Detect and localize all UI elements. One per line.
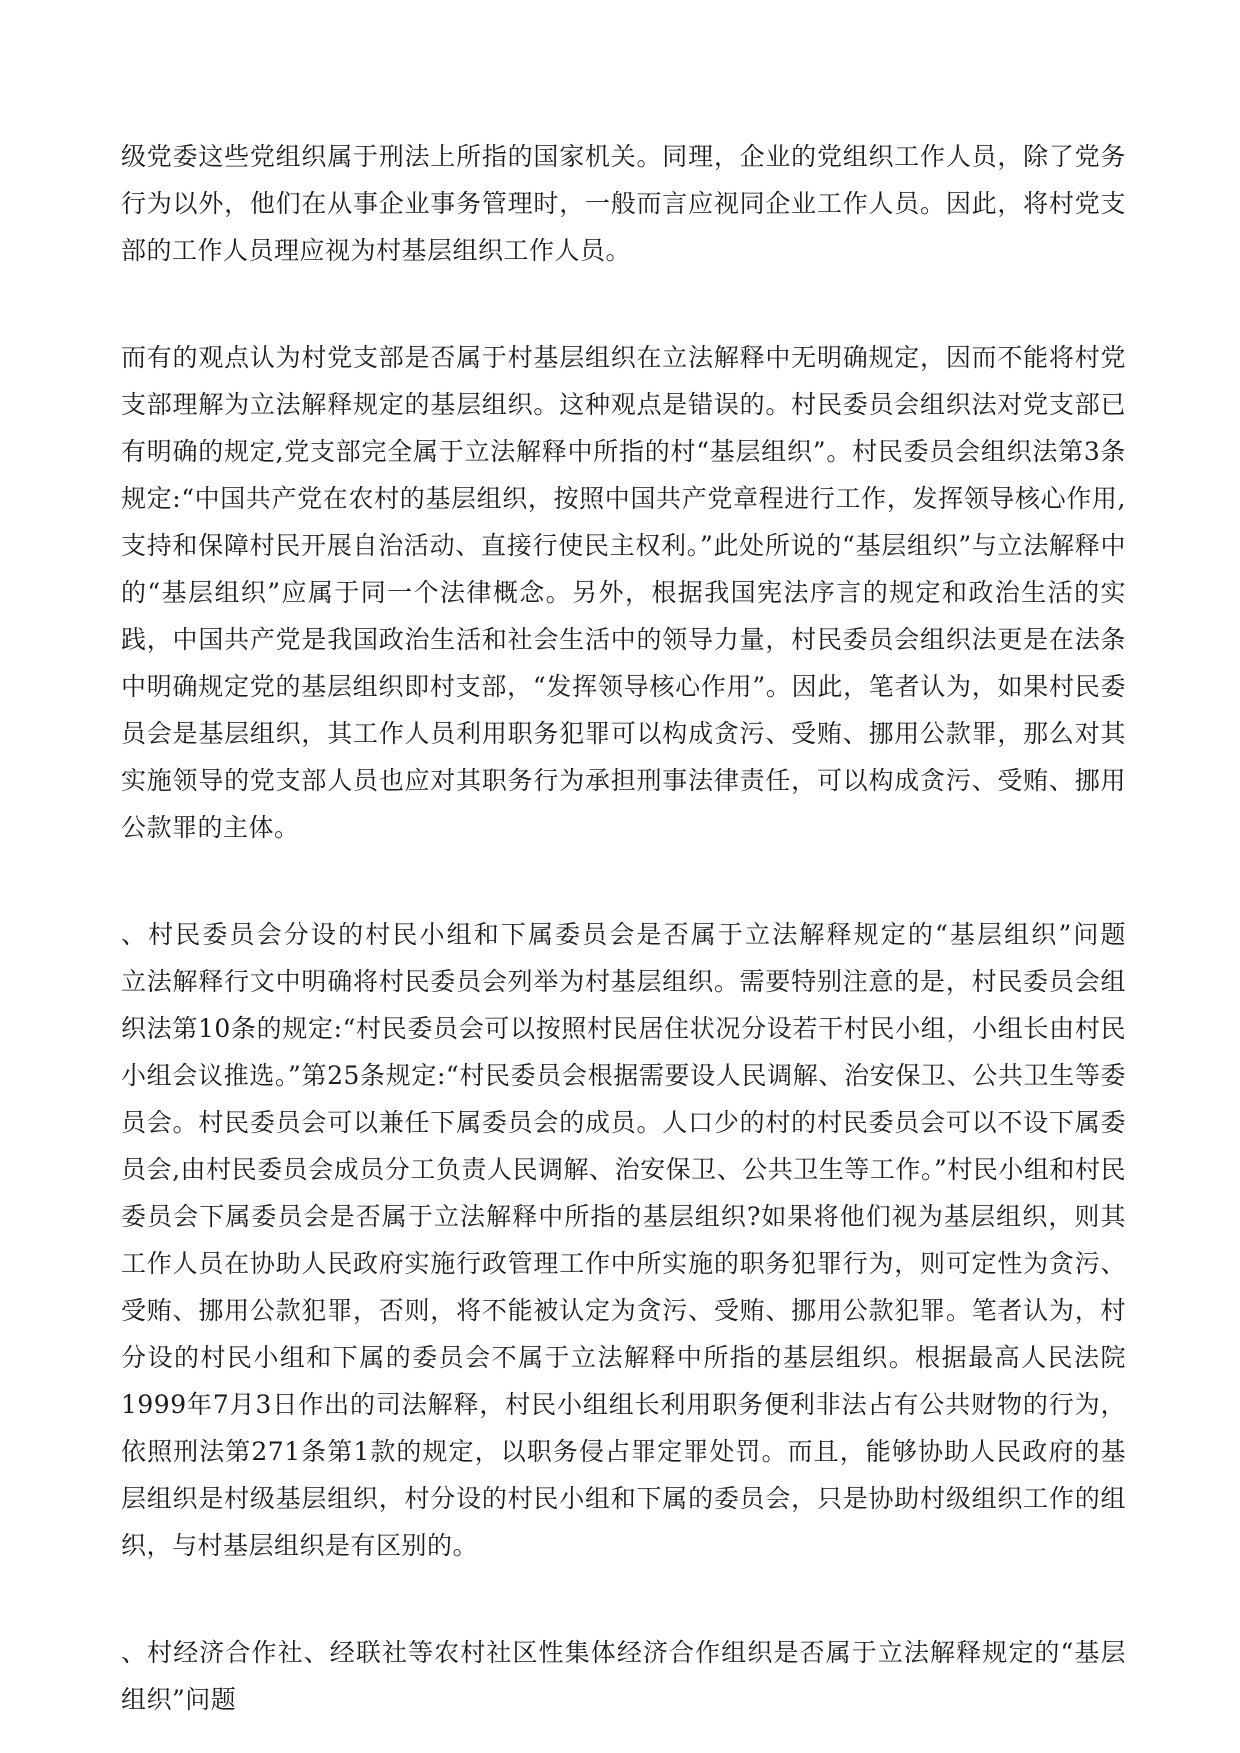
paragraph-4: 、村经济合作社、经联社等农村社区性集体经济合作组织是否属于立法解释规定的“基层组织”问题	[121, 1638, 1126, 1714]
document-body	[121, 133, 1178, 1723]
paragraph-3: 、村民委员会分设的村民小组和下属委员会是否属于立法解释规定的“基层组织”问题 立法解释行文中明确将村民委员会列举为村基层组织。需要特别注意的是，村民委员会组织法第10条的规定:“村民委员会可以按照村民居住状况分设若干村民小组，小组长由村民小组会议推选。”第25条规定:“村民委员会根据需要设人民调解、治安保卫、公共卫生等委员会。村民委员会可以兼任下属委员会的成员。人口少的村的村民委员会可以不设下属委员会,由村民委员会成员分工负责人民调解、治安保卫、公共卫生等工作。”村民小组和村民委员会下属委员会是否属于立法解释中所指的基层组织?如果将他们视为基层组织，则其工作人员在协助人民政府实施行政管理工作中所实施的职务犯罪行为，则可定性为贪污、受贿、挪用公款犯罪，否则，将不能被认定为贪污、受贿、挪用公款犯罪。笔者认为，村分设的村民小组和下属的委员会不属于立法解释中所指的基层组织。根据最高人民法院1999年7月3日作出的司法解释，村民小组组长利用职务便利非法占有公共财物的行为，依照刑法第271条第1款的规定，以职务侵占罪定罪处罚。而且，能够协助人民政府的基层组织是村级基层组织，村分设的村民小组和下属的委员会，只是协助村级组织工作的组织，与村基层组织是有区别的。	[121, 920, 1178, 1560]
paragraph-1: 级党委这些党组织属于刑法上所指的国家机关。同理，企业的党组织工作人员，除了党务行为以外，他们在从事企业事务管理时，一般而言应视同企业工作人员。因此，将村党支部的工作人员理应视为村基层组织工作人员。	[121, 142, 1126, 265]
paragraph-2: 而有的观点认为村党支部是否属于村基层组织在立法解释中无明确规定，因而不能将村党支部理解为立法解释规定的基层组织。这种观点是错误的。村民委员会组织法对党支部已有明确的规定,党支部完全属于立法解释中所指的村“基层组织”。村民委员会组织法第3条规定:“中国共产党在农村的基层组织，按照中国共产党章程进行工作，发挥领导核心作用,支持和保障村民开展自治活动、直接行使民主权利。”此处所说的“基层组织”与立法解释中的“基层组织”应属于同一个法律概念。另外，根据我国宪法序言的规定和政治生活的实践，中国共产党是我国政治生活和社会生活中的领导力量，村民委员会组织法更是在法条中明确规定党的基层组织即村支部，“发挥领导核心作用”。因此，笔者认为，如果村民委员会是基层组织，其工作人员利用职务犯罪可以构成贪污、受贿、挪用公款罪，那么对其实施领导的党支部人员也应对其职务行为承担刑事法律责任，可以构成贪污、受贿、挪用公款罪的主体。	[121, 343, 1126, 842]
